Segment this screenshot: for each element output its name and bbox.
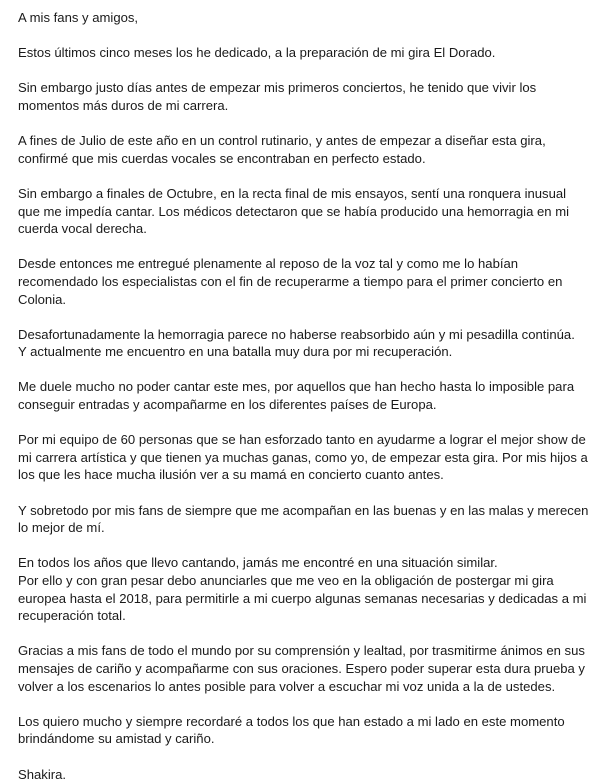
letter-paragraph: Y sobretodo por mis fans de siempre que me acompañan en las buenas y en las malas y merecen lo mejor de mí. [18,502,589,536]
letter-paragraph: Desde entonces me entregué plenamente al reposo de la voz tal y como me lo habían recomendado los especialistas con el fin de recuperarme a tiempo para el primer concierto en Colonia. [18,256,563,307]
letter-body [18,9,590,783]
letter-signature: Shakira. [18,766,67,782]
letter-greeting: A mis fans y amigos, [18,10,139,25]
letter-paragraph: Sin embargo a finales de Octubre, en la recta final de mis ensayos, sentí una ronquera inusual que me impedía cantar. Los médicos detectaron que se había producido una hemorragia en mi cuerda vocal derecha. [18,185,570,237]
letter-paragraph: Los quiero mucho y siempre recordaré a todos los que han estado a mi lado en este momento brindándome su amistad y cariño. [18,713,565,747]
letter-paragraph: Desafortunadamente la hemorragia parece no haberse reabsorbido aún y mi pesadilla continúa. Y actualmente me encuentro en una batalla muy dura por mi recuperación. [18,326,575,360]
letter-paragraph: Me duele mucho no poder cantar este mes, por aquellos que han hecho hasta lo imposible para conseguir entradas y acompañarme en los diferentes países de Europa. [18,379,575,413]
letter-paragraph: Sin embargo justo días antes de empezar mis primeros conciertos, he tenido que vivir los momentos más duros de mi carrera. [18,80,537,113]
letter-paragraph: Por mi equipo de 60 personas que se han esforzado tanto en ayudarme a lograr el mejor show de mi carrera artística y que tienen ya muchas ganas, como yo, de empezar esta gira. Por mis hijos a los que les hace mucha ilusión ver a su mamá en concierto cuanto antes. [18,432,588,483]
letter-paragraph: Estos últimos cinco meses los he dedicado, a la preparación de mi gira El Dorado. [18,45,496,61]
letter-paragraph: Gracias a mis fans de todo el mundo por su comprensión y lealtad, por trasmitirme ánimos en sus mensajes de cariño y acompañarme con sus oraciones. Espero poder superar esta dura prueba y volver a los escenarios lo antes posible para volver a escuchar mi voz unida a la de ustedes. [18,643,585,694]
letter-paragraph: En todos los años que llevo cantando, jamás me encontré en una situación similar. Por ello y con gran pesar debo anunciarles que me veo en la obligación de postergar mi gira europea hasta el 2018, para permitirle a mi cuerpo algunas semanas necesarias y dedicadas a mi recuperación total. [18,555,587,624]
letter-paragraph: A fines de Julio de este año en un control rutinario, y antes de empezar a diseñar esta gira, confirmé que mis cuerdas vocales se encontraban en perfecto estado. [18,133,546,166]
